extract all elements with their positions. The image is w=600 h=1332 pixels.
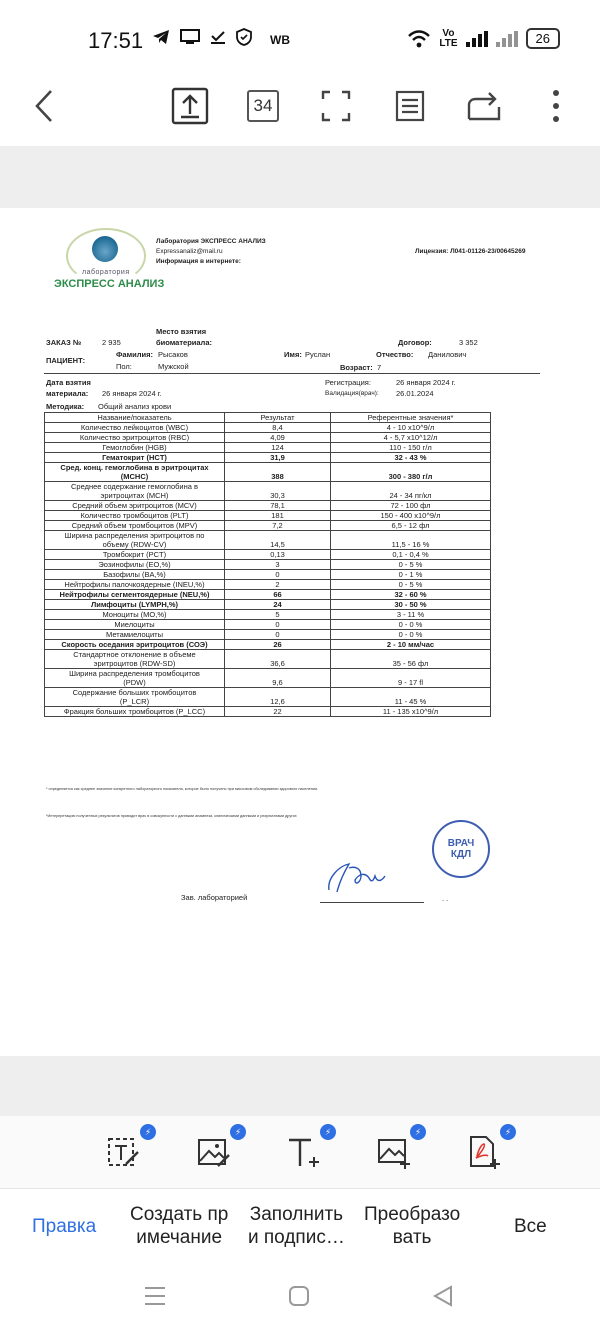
contract-label: Договор: [398, 338, 432, 347]
signature-line [320, 902, 424, 903]
test-reference: 150 - 400 х10^9/л [331, 511, 491, 521]
note-tool-button[interactable] [106, 1126, 152, 1174]
test-name-line: Гематокрит (HCT) [102, 453, 167, 462]
test-name [45, 482, 225, 501]
test-name-line: Количество лейкоцитов (WBC) [80, 423, 189, 432]
table-row [45, 600, 491, 610]
test-reference: 2 - 10 мм/час [331, 640, 491, 650]
test-name-line: Нейтрофилы сегментоядерные (NEU,%) [59, 590, 210, 599]
test-reference: 300 - 380 г/л [331, 463, 491, 482]
battery-icon: 26 [526, 28, 560, 49]
test-result: 3 [225, 560, 331, 570]
document-view-icon [395, 90, 425, 122]
wb-icon: WB [270, 33, 290, 47]
status-bar [0, 0, 600, 80]
registration-value: 26 января 2024 г. [396, 378, 456, 387]
test-result: 2 [225, 580, 331, 590]
volte-icon: Vo LTE [439, 27, 458, 49]
validation-label: Валидация(врач): [325, 390, 379, 397]
table-row [45, 610, 491, 620]
test-name-line: эритроцитов (RDW-SD) [93, 659, 176, 668]
test-name-line: эритроцитах (MCH) [100, 491, 169, 500]
test-result: 14,5 [225, 531, 331, 550]
page-count-button[interactable] [241, 84, 285, 128]
test-name [45, 570, 225, 580]
table-row [45, 570, 491, 580]
test-name [45, 423, 225, 433]
table-row [45, 580, 491, 590]
add-text-icon [286, 1134, 322, 1170]
table-row [45, 630, 491, 640]
lab-email: Expressanaliz@mail.ru [156, 248, 223, 255]
signature-icon [325, 858, 395, 898]
test-name-line: объему (RDW-CV) [102, 540, 167, 549]
create-note-button[interactable]: Создать пр имечание [130, 1204, 229, 1248]
fullscreen-button[interactable] [314, 84, 358, 128]
method-value: Общий анализ крови [98, 402, 172, 411]
sex-value: Мужской [158, 362, 189, 371]
table-row [45, 620, 491, 630]
test-result: 24 [225, 600, 331, 610]
test-name-line: Содержание больших тромбоцитов [72, 688, 197, 697]
test-name [45, 463, 225, 482]
test-result: 5 [225, 610, 331, 620]
table-row [45, 650, 491, 669]
test-reference: 24 - 34 пг/кл [331, 482, 491, 501]
share-arrow-icon [467, 91, 501, 121]
test-name-line: Лимфоциты (LYMPH,%) [90, 600, 179, 609]
method-label: Методика: [46, 402, 85, 411]
document-page[interactable] [0, 208, 600, 1056]
test-result: 9,6 [225, 669, 331, 688]
test-reference: 11 - 135 х10^9/л [331, 707, 491, 717]
validation-value: 26.01.2024 [396, 389, 434, 398]
test-reference: 9 - 17 fl [331, 669, 491, 688]
add-image-tool-button[interactable] [376, 1126, 422, 1174]
bolt-badge-icon: ⚡ [500, 1124, 516, 1140]
logo-title: ЭКСПРЕСС АНАЛИЗ [54, 278, 165, 290]
test-reference: 6,5 - 12 фл [331, 521, 491, 531]
bolt-badge-icon: ⚡ [230, 1124, 246, 1140]
back-nav-icon[interactable] [432, 1285, 454, 1307]
test-name [45, 511, 225, 521]
fill-sign-button[interactable]: Заполнить и подпис… [248, 1204, 345, 1248]
test-result: 4,09 [225, 433, 331, 443]
test-name [45, 650, 225, 669]
logo-subtitle: лаборатория [82, 269, 130, 276]
test-reference: 4 - 5,7 х10^12/л [331, 433, 491, 443]
convert-button[interactable]: Преобразо вать [364, 1204, 461, 1248]
doctor-stamp: ВРАЧ КДЛ [432, 820, 490, 878]
test-name [45, 443, 225, 453]
test-name-line: Базофилы (BA,%) [103, 570, 166, 579]
test-result: 36,6 [225, 650, 331, 669]
test-name-line: Гемоглобин (HGB) [102, 443, 167, 452]
edit-button[interactable]: Правка [32, 1216, 97, 1237]
recent-apps-icon[interactable] [144, 1286, 166, 1306]
test-reference: 4 - 10 х10^9/л [331, 423, 491, 433]
more-menu-button[interactable] [534, 84, 578, 128]
order-label: ЗАКАЗ № [46, 338, 82, 347]
test-name-line: Средний объем тромбоцитов (MPV) [71, 521, 198, 530]
table-header-cell: Референтные значения* [331, 413, 491, 423]
test-reference: 11,5 - 16 % [331, 531, 491, 550]
test-reference: 0 - 0 % [331, 620, 491, 630]
share-upload-button[interactable] [168, 84, 212, 128]
table-row [45, 501, 491, 511]
table-row [45, 550, 491, 560]
test-name [45, 560, 225, 570]
patronymic-value: Данилович [428, 350, 467, 359]
registration-label: Регистрация: [325, 378, 371, 387]
interpretation-note: *Интерпретацию полученных результатов проводит врач в совокупности с данными анамнеза, клиническими данными и результатами других [46, 814, 297, 818]
test-result: 124 [225, 443, 331, 453]
image-edit-icon [196, 1134, 232, 1170]
action-bar [0, 1188, 600, 1266]
test-name-line: (P_LCR) [119, 697, 150, 706]
table-row [45, 707, 491, 717]
test-reference: 0 - 5 % [331, 580, 491, 590]
signal-icon [466, 31, 488, 47]
signature-dots: . . [442, 894, 449, 903]
table-row [45, 423, 491, 433]
test-name [45, 501, 225, 511]
table-row [45, 560, 491, 570]
system-nav-bar [0, 1266, 600, 1332]
wifi-icon [407, 30, 431, 48]
place-label-1: Место взятия [156, 327, 207, 336]
download-check-icon [210, 29, 226, 45]
image-tool-button[interactable] [196, 1126, 242, 1174]
age-label: Возраст: [340, 363, 373, 372]
table-row [45, 433, 491, 443]
test-reference: 0 - 5 % [331, 560, 491, 570]
license: Лицензия: Л041-01126-23/00645269 [415, 248, 526, 255]
home-icon[interactable] [288, 1285, 310, 1307]
test-result: 7,2 [225, 521, 331, 531]
viewer-background-top [0, 146, 600, 208]
footnote: * определяется как среднее значение конкретного лабораторного показателя, которое было получено при массовом обследовании здорового населения. [46, 787, 319, 791]
test-name-line: Ширина распределения тромбоцитов [69, 669, 200, 678]
test-result: 66 [225, 590, 331, 600]
pdf-add-icon [466, 1134, 502, 1170]
test-name-line: Тромбокрит (PCT) [102, 550, 167, 559]
table-row [45, 669, 491, 688]
all-tools-button[interactable]: Все [514, 1216, 547, 1237]
table-row [45, 688, 491, 707]
test-result: 388 [225, 463, 331, 482]
test-result: 26 [225, 640, 331, 650]
test-result: 0 [225, 620, 331, 630]
test-name-line: Среднее содержание гемоглобина в [70, 482, 198, 491]
test-name-line: Стандартное отклонение в объеме [73, 650, 196, 659]
upload-icon [170, 86, 210, 126]
age-value: 7 [377, 363, 382, 372]
test-name-line: Средний объем эритроцитов (MCV) [72, 501, 197, 510]
test-reference: 30 - 50 % [331, 600, 491, 610]
test-reference: 110 - 150 г/л [331, 443, 491, 453]
lab-name: Лаборатория ЭКСПРЕСС АНАЛИЗ [156, 238, 266, 245]
viewer-background-bottom [0, 1056, 600, 1116]
monitor-icon [180, 29, 200, 45]
test-name-line: (MCHC) [120, 472, 149, 481]
test-name [45, 620, 225, 630]
test-name [45, 531, 225, 550]
table-row [45, 453, 491, 463]
test-name [45, 669, 225, 688]
test-name [45, 580, 225, 590]
place-label-2: биоматериала: [156, 338, 212, 347]
sex-label: Пол: [116, 362, 132, 371]
bolt-badge-icon: ⚡ [140, 1124, 156, 1140]
patronymic-label: Отчество: [376, 350, 414, 359]
order-value: 2 935 [102, 338, 121, 347]
system-icons [407, 28, 560, 49]
table-row [45, 640, 491, 650]
patient-label: ПАЦИЕНТ: [46, 356, 86, 365]
head-of-lab-label: Зав. лабораторией [181, 893, 248, 902]
test-name [45, 688, 225, 707]
test-result: 31,9 [225, 453, 331, 463]
contract-value: 3 352 [459, 338, 478, 347]
test-name [45, 453, 225, 463]
bolt-badge-icon: ⚡ [410, 1124, 426, 1140]
test-reference: 32 - 60 % [331, 590, 491, 600]
read-mode-button[interactable] [388, 84, 432, 128]
table-header-cell: Название/показатель [45, 413, 225, 423]
edit-tools-bar [0, 1116, 600, 1188]
bolt-badge-icon: ⚡ [320, 1124, 336, 1140]
more-vertical-icon [552, 89, 560, 123]
table-row [45, 531, 491, 550]
pdf-tool-button[interactable] [466, 1126, 512, 1174]
test-reference: 72 - 100 фл [331, 501, 491, 511]
test-reference: 0,1 - 0,4 % [331, 550, 491, 560]
test-result: 8,4 [225, 423, 331, 433]
test-reference: 0 - 1 % [331, 570, 491, 580]
table-header-cell: Результат [225, 413, 331, 423]
test-result: 78,1 [225, 501, 331, 511]
test-name-line: Метамиелоциты [106, 630, 163, 639]
test-name [45, 433, 225, 443]
note-edit-icon [106, 1134, 142, 1170]
test-result: 30,3 [225, 482, 331, 501]
date-label-1: Дата взятия [46, 378, 91, 387]
add-image-icon [376, 1134, 412, 1170]
test-reference: 32 - 43 % [331, 453, 491, 463]
test-result: 0 [225, 630, 331, 640]
table-row [45, 590, 491, 600]
signal-2-icon [496, 31, 518, 47]
test-name-line: Ширина распределения эритроцитов по [64, 531, 205, 540]
table-row [45, 511, 491, 521]
text-tool-button[interactable] [286, 1126, 332, 1174]
surname-value: Рысаков [158, 350, 188, 359]
test-result: 22 [225, 707, 331, 717]
test-name-line: Сред. конц. гемоглобина в эритроцитах [60, 463, 209, 472]
lab-logo-drop-icon [92, 236, 118, 262]
shield-check-icon [236, 28, 252, 46]
test-name-line: Количество тромбоцитов (PLT) [80, 511, 189, 520]
status-time: 17:51 [88, 28, 144, 53]
name-value: Руслан [305, 350, 331, 359]
test-reference: 35 - 56 фл [331, 650, 491, 669]
test-name-line: Фракция больших тромбоцитов (P_LCC) [63, 707, 206, 716]
back-button[interactable] [22, 84, 66, 128]
test-reference: 0 - 0 % [331, 630, 491, 640]
test-name [45, 610, 225, 620]
test-name-line: Эозинофилы (EO,%) [98, 560, 171, 569]
test-result: 12,6 [225, 688, 331, 707]
test-reference: 11 - 45 % [331, 688, 491, 707]
test-name-line: Нейтрофилы палочкоядерные (INEU,%) [64, 580, 205, 589]
table-row [45, 521, 491, 531]
test-name [45, 600, 225, 610]
telegram-icon [152, 29, 170, 45]
table-header-row [45, 413, 491, 423]
test-result: 0,13 [225, 550, 331, 560]
lab-internet: Информация в интернете: [156, 258, 241, 265]
back-arrow-icon [34, 89, 54, 123]
forward-share-button[interactable] [462, 84, 506, 128]
test-name-line: Моноциты (MO,%) [102, 610, 167, 619]
test-name [45, 550, 225, 560]
top-toolbar [0, 80, 600, 144]
surname-label: Фамилия: [116, 350, 153, 359]
test-name [45, 590, 225, 600]
header-divider [44, 373, 540, 374]
table-row [45, 482, 491, 501]
notification-icons [152, 28, 252, 46]
test-name-line: Скорость оседания эритроцитов (СОЭ) [61, 640, 208, 649]
test-name [45, 630, 225, 640]
test-name-line: (PDW) [123, 678, 146, 687]
page-count: 34 [247, 90, 279, 122]
test-result: 181 [225, 511, 331, 521]
test-name [45, 521, 225, 531]
test-name [45, 707, 225, 717]
test-name-line: Миелоциты [114, 620, 155, 629]
results-table [44, 412, 491, 717]
date-value: 26 января 2024 г. [102, 389, 162, 398]
fullscreen-icon [321, 90, 351, 122]
test-name [45, 640, 225, 650]
date-label-2: материала: [46, 389, 89, 398]
test-name-line: Количество эритроцитов (RBC) [79, 433, 190, 442]
table-row [45, 463, 491, 482]
test-result: 0 [225, 570, 331, 580]
name-label: Имя: [284, 350, 302, 359]
test-reference: 3 - 11 % [331, 610, 491, 620]
table-row [45, 443, 491, 453]
